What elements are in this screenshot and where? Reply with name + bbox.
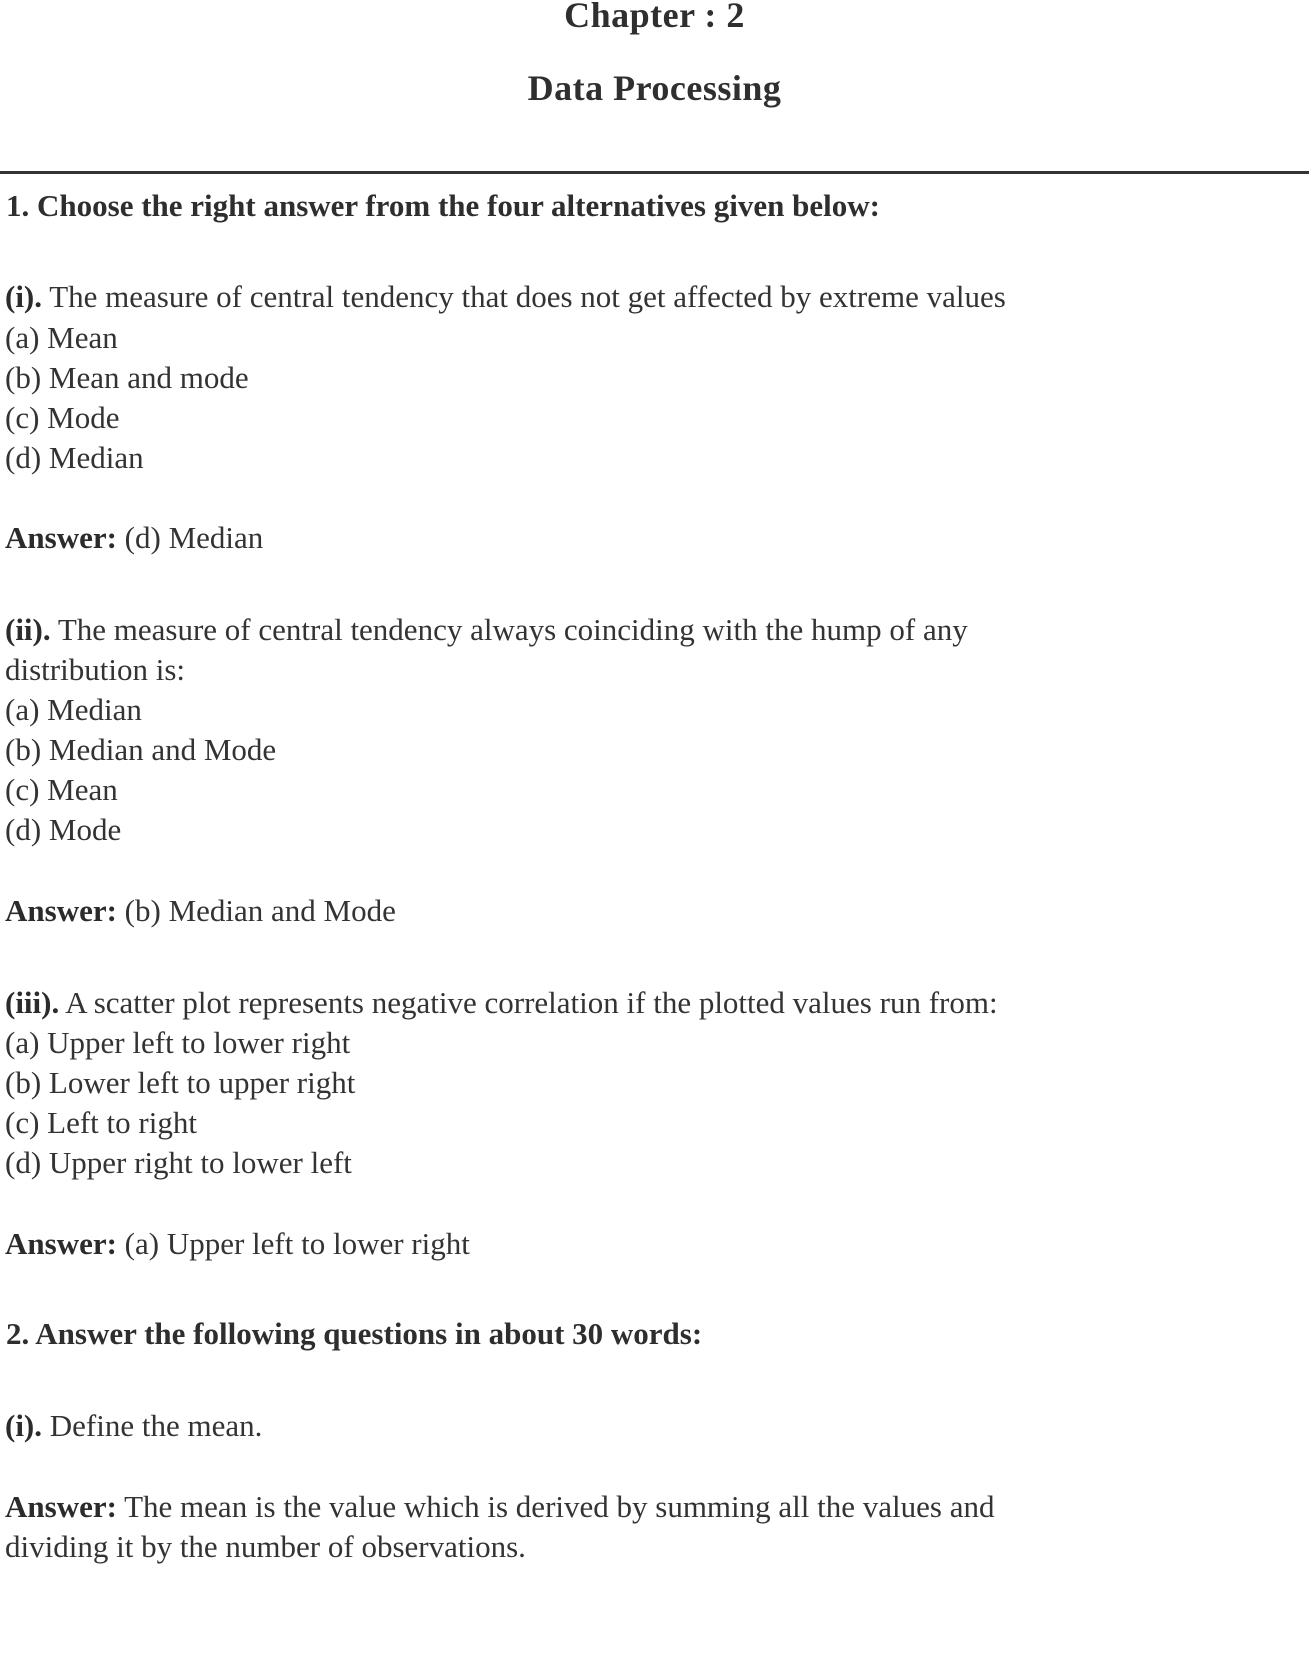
answer-2-i <box>5 1489 994 1525</box>
question-text: The measure of central tendency always coinciding with the hump of any <box>50 612 968 647</box>
question-number: (ii). <box>5 612 51 647</box>
answer-1-ii <box>5 893 396 929</box>
question-text: The measure of central tendency that does not get affected by extreme values <box>42 279 1006 314</box>
answer-text: (d) Median <box>116 520 264 555</box>
answer-label: Answer: <box>5 520 117 555</box>
option-b: (b) Mean and mode <box>5 360 249 395</box>
option-d: (d) Median <box>5 440 144 475</box>
option-d: (d) Mode <box>5 812 122 847</box>
option-b: (b) Lower left to upper right <box>5 1065 356 1100</box>
question-1-i <box>5 279 1006 315</box>
question-number: (i). <box>5 279 43 314</box>
option-a: (a) Median <box>5 692 142 727</box>
section-2-heading: 2. Answer the following questions in about 30 words: <box>6 1316 703 1351</box>
answer-text: (b) Median and Mode <box>116 893 396 928</box>
answer-text: The mean is the value which is derived by summing all the values and <box>116 1489 995 1524</box>
question-text: A scatter plot represents negative correlation if the plotted values run from: <box>59 985 998 1020</box>
option-a: (a) Upper left to lower right <box>5 1025 351 1060</box>
option-a: (a) Mean <box>5 320 118 355</box>
option-d: (d) Upper right to lower left <box>5 1145 352 1180</box>
question-number: (iii). <box>5 985 60 1020</box>
question-number: (i). <box>5 1408 43 1443</box>
question-text: Define the mean. <box>42 1408 263 1443</box>
chapter-label: Chapter : 2 <box>564 0 745 35</box>
answer-1-iii <box>5 1226 470 1262</box>
option-b: (b) Median and Mode <box>5 732 277 767</box>
section-1-heading: 1. Choose the right answer from the four alternatives given below: <box>6 188 880 223</box>
answer-label: Answer: <box>5 893 117 928</box>
option-c: (c) Left to right <box>5 1105 197 1140</box>
option-c: (c) Mode <box>5 400 120 435</box>
answer-label: Answer: <box>5 1489 117 1524</box>
answer-1-i <box>5 520 263 556</box>
answer-text: (a) Upper left to lower right <box>116 1226 470 1261</box>
question-1-ii <box>5 612 968 648</box>
page-title: Data Processing <box>527 68 782 108</box>
header-divider <box>0 171 1309 174</box>
option-c: (c) Mean <box>5 772 118 807</box>
answer-label: Answer: <box>5 1226 117 1261</box>
question-2-i <box>5 1408 262 1444</box>
question-text-continued: distribution is: <box>5 652 185 687</box>
question-1-iii <box>5 985 998 1021</box>
answer-text-continued: dividing it by the number of observations. <box>5 1529 526 1564</box>
